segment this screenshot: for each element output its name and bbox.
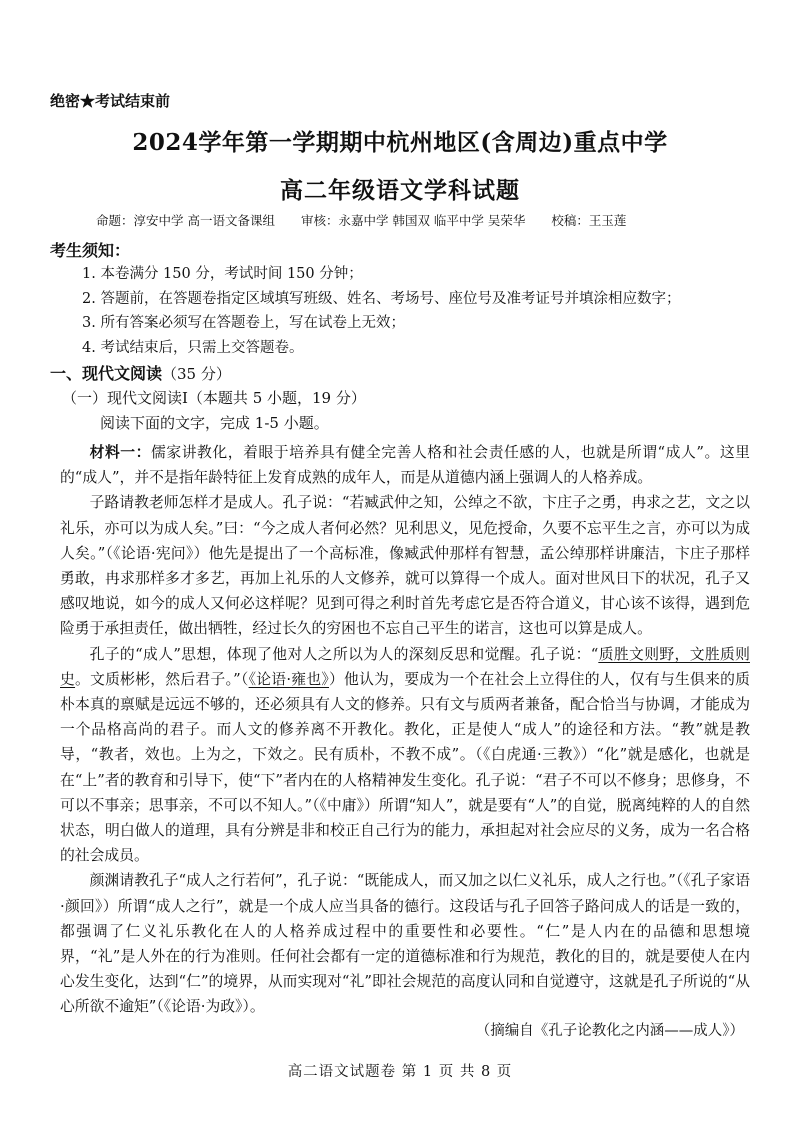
- exam-subtitle: 高二年级语文学科试题: [280, 177, 520, 204]
- section-heading: [50, 361, 231, 384]
- page-footer: 高二语文试题卷 第 1 页 共 8 页: [287, 1064, 513, 1080]
- credit-proofreader: 校稿：王玉莲: [551, 213, 627, 228]
- notice-item: 4. 考试结束后，只需上交答题卷。: [82, 339, 304, 356]
- confidential-label: 绝密★考试结束前: [50, 92, 171, 110]
- paragraph: 颜渊请教孔子“成人之行若何”，孔子说：“既能成人，而又加之以仁义礼乐，成人之行也。”（《孔子家语·颜回》）所谓“成人之行”，就是一个成人应当具备的德行。这段话与孔子回答子路问成人的话是一致的，都强调了仁义礼乐教化在人的人格养成过程中的重要性和必要性。“仁”是人内在的品德和思想境界，“礼”是人外在的行为准则。任何社会都有一定的道德标准和行为规范，教化的目的，就是要使人在内心发生变化，达到“仁”的境界，从而实现对“礼”即社会规范的高度认同和自觉遵守，这就是孔子所说的“从心所欲不逾矩”（《论语·为政》）。: [60, 872, 750, 1016]
- notice-list: [82, 262, 680, 360]
- credit-reviewer: 审核：永嘉中学 韩国双 临平中学 吴荣华: [300, 213, 526, 228]
- paragraph-text: 。文质彬彬，然后君子。”（: [75, 670, 249, 688]
- notice-item: 1. 本卷满分 150 分，考试时间 150 分钟；: [82, 266, 363, 282]
- paragraph: [60, 440, 750, 490]
- credit-proposer: 命题：淳安中学 高一语文备课组: [96, 213, 275, 228]
- paragraph-text: ）他认为，要成为一个在社会上立得住的人，仅有与生俱来的质朴本真的禀赋是远远不够的，还必须具有人文的修养。只有文与质两者兼备，配合恰当与协调，才能成为一个品格高尚的君子。而人文的修养离不开教化。教化，正是使人“成人”的途径和方法。“教”就是教导，“教者，效也。上为之，下效之。民有质朴，不教不成”。（《白虎通·三教》）“化”就是感化，也就是在“上”者的教育和引导下，使“下”者内在的人格精神发生变化。孔子说：“君子不可以不修身；思修身，不可以不事亲；思事亲，不可以不知人。”（《中庸》）所谓“知人”，就是要有“人”的自觉，脱离纯粹的人的自然状态，明白做人的道理，具有分辨是非和校正自己行为的能力，承担起对社会应尽的义务，成为一名合格的社会成员。: [60, 670, 750, 865]
- paragraph: [60, 642, 750, 869]
- paragraph-text: 儒家讲教化，着眼于培养具有健全完善人格和社会责任感的人，也就是所谓“成人”。这里的“成人”，并不是指年龄特征上发育成熟的成年人，而是从道德内涵上强调人的人格养成。: [60, 444, 750, 487]
- material-label: 材料一：: [89, 444, 151, 461]
- underlined-quote: 质胜文则野，文胜质则史: [60, 645, 750, 688]
- paragraph-text: 孔子的“成人”思想，体现了他对人之所以为人的深刻反思和觉醒。孔子说：“: [89, 645, 599, 663]
- reading-instruction: 阅读下面的文字，完成 1-5 小题。: [100, 414, 329, 432]
- notice-item: 3. 所有答案必须写在答题卷上，写在试卷上无效；: [82, 315, 405, 331]
- reading-passage: [60, 440, 750, 1020]
- section-title: 一、现代文阅读: [50, 364, 163, 383]
- subsection-heading: （一）现代文阅读Ⅰ（本题共 5 小题，19 分）: [62, 389, 366, 407]
- source-citation: （摘编自《孔子论教化之内涵——成人》）: [475, 1023, 744, 1039]
- underlined-citation: 《论语·雍也》: [248, 670, 330, 688]
- credits-line: [96, 211, 648, 229]
- section-points: （35 分）: [162, 365, 231, 383]
- notice-item: 2. 答题前，在答题卷指定区域填写班级、姓名、考场号、座位号及准考证号并填涂相应数字；: [82, 290, 681, 307]
- paragraph: 子路请教老师怎样才是成人。孔子说：“若臧武仲之知，公绰之不欲，卞庄子之勇，冉求之艺，文之以礼乐，亦可以为成人矣。”曰：“今之成人者何必然？见利思义，见危授命，久要不忘平生之言，亦可以为成人矣。”（《论语·宪问》）他先是提出了一个高标准，像臧武仲那样有智慧，孟公绰那样讲廉洁，卞庄子那样勇敢，冉求那样多才多艺，再加上礼乐的人文修养，就可以算得一个成人。面对世风日下的状况，孔子又感叹地说，如今的成人又何必这样呢？见到可得之利时首先考虑它是否符合道义，甘心该不该得，遇到危险勇于承担责任，做出牺牲，经过长久的穷困也不忘自己平生的诺言，这也可以算是成人。: [60, 494, 750, 638]
- exam-title: 2024学年第一学期期中杭州地区(含周边)重点中学: [132, 129, 668, 156]
- notice-heading: 考生须知：: [50, 241, 131, 260]
